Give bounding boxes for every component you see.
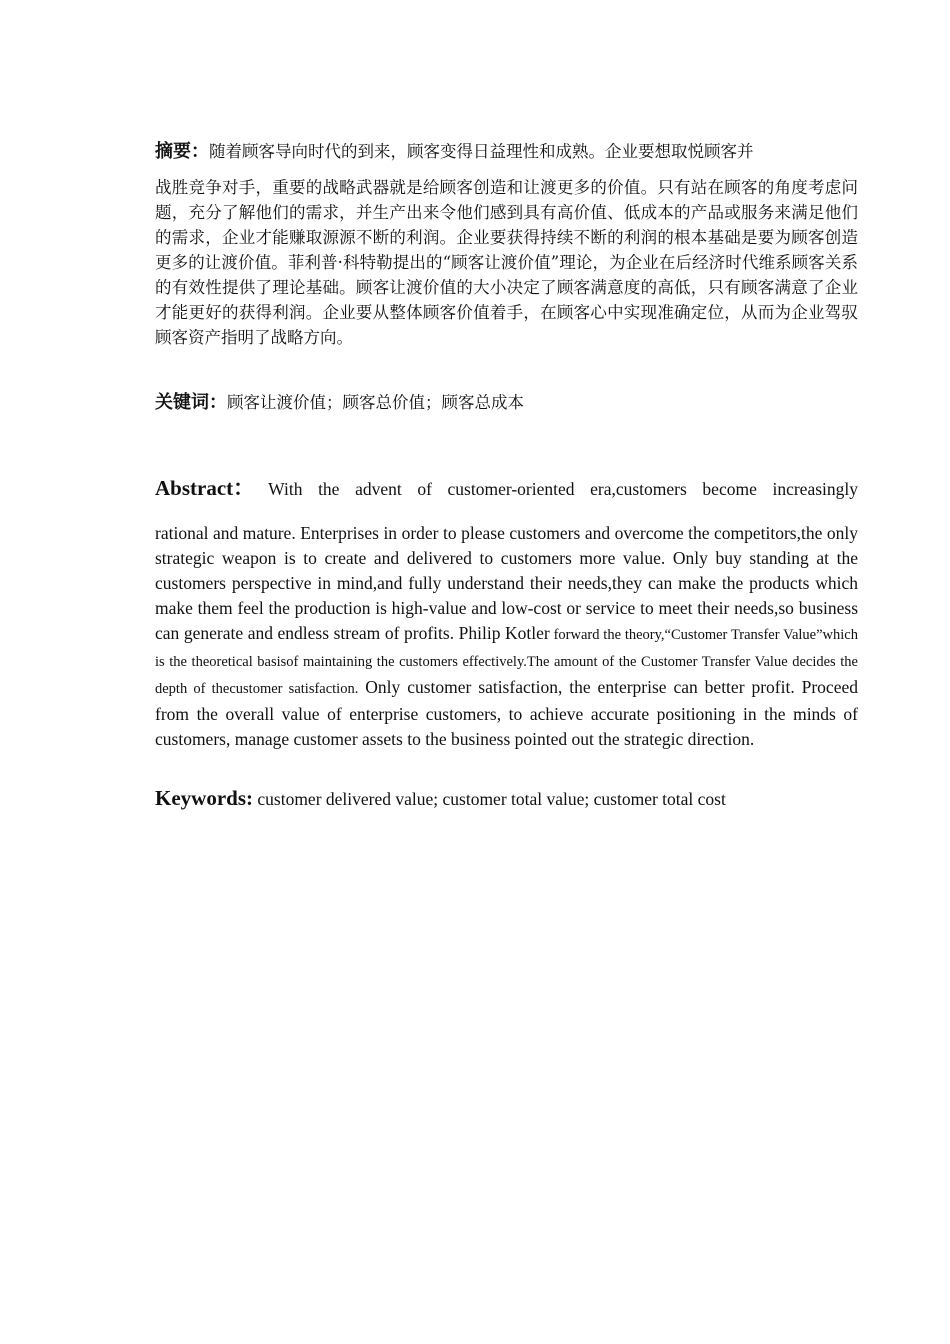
keywords-en-label: Keywords: bbox=[155, 786, 253, 810]
abstract-cn-first-text: 随着顾客导向时代的到来，顾客变得日益理性和成熟。企业要想取悦顾客并 bbox=[209, 142, 754, 161]
abstract-en-first-line bbox=[155, 472, 858, 502]
keywords-cn-label: 关键词： bbox=[155, 392, 227, 413]
abstract-cn-body-block bbox=[155, 175, 858, 350]
abstract-en-body bbox=[155, 521, 858, 752]
abstract-en-label: Abstract： bbox=[155, 476, 255, 500]
keywords-en-text: customer delivered value; customer total value; customer total cost bbox=[253, 789, 726, 809]
keywords-en bbox=[155, 786, 858, 811]
abstract-cn-body: 战胜竞争对手，重要的战略武器就是给顾客创造和让渡更多的价值。只有站在顾客的角度考虑问题，充分了解他们的需求，并生产出来令他们感到具有高价值、低成本的产品或服务来满足他们的需求，企业才能赚取源源不断的利润。企业要获得持续不断的利润的根本基础是要为顾客创造更多的让渡价值。菲利普·科特勒提出的“顾客让渡价值”理论，为企业在后经济时代维系顾客关系的有效性提供了理论基础。顾客让渡价值的大小决定了顾客满意度的高低，只有顾客满意了企业才能更好的获得利润。企业要从整体顾客价值着手，在顾客心中实现准确定位，从而为企业驾驭顾客资产指明了战略方向。 bbox=[155, 178, 858, 347]
keywords-cn-text: 顾客让渡价值；顾客总价值；顾客总成本 bbox=[227, 393, 524, 412]
abstract-en-body-small: forward the theory,“Customer Transfer Value”which is the theoretical basisof maintaining the customers effectively.The amount of the Customer Transfer Value decides the depth of thecustomer satisfaction. bbox=[155, 627, 858, 697]
abstract-cn-first-line bbox=[155, 138, 858, 166]
abstract-en-body-part1: rational and mature. Enterprises in order to please customers and overcome the competitors,the only strategic weapon is to create and delivered to customers more value. Only buy standing at the customers perspective in mind,and fully understand their needs,they can make the products which make them feel the production is high-value and low-cost or service to meet their needs,so business can generate and endless stream of profits. Philip Kotler bbox=[155, 523, 858, 643]
abstract-en-body-block bbox=[155, 521, 858, 752]
abstract-en-first-text: With the advent of customer-oriented era,customers become increasingly bbox=[268, 479, 858, 499]
keywords-cn bbox=[155, 388, 858, 414]
abstract-en-body-part2: Only customer satisfaction, the enterprise can better profit. Proceed from the overall value of enterprise customers, to achieve accurate positioning in the minds of customers, manage customer assets to the business pointed out the strategic direction. bbox=[155, 677, 858, 749]
abstract-cn-label: 摘要： bbox=[155, 141, 209, 162]
